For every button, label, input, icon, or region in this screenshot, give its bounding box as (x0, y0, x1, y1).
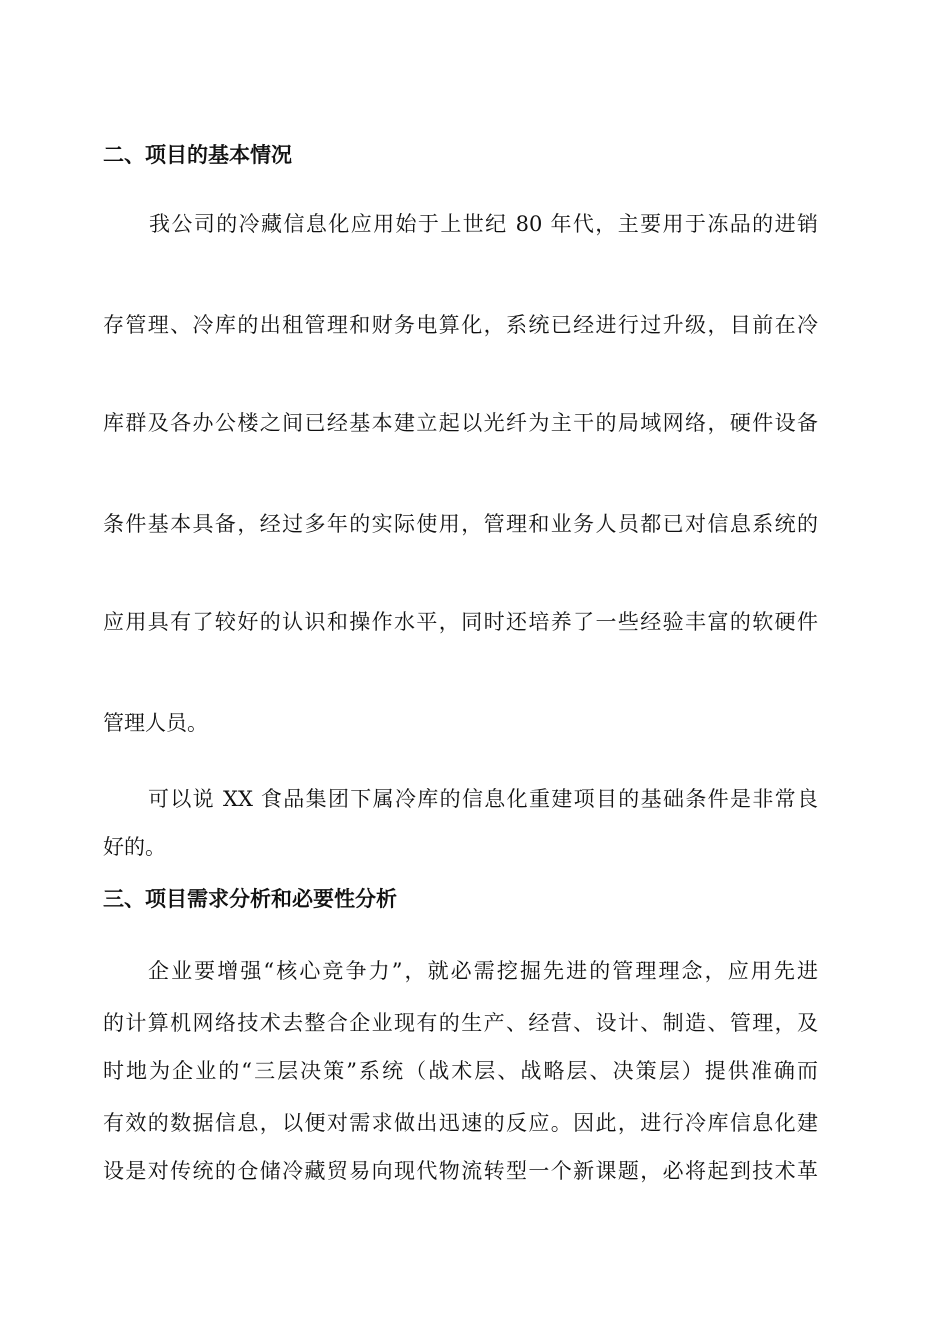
paragraph-line: 库群及各办公楼之间已经基本建立起以光纤为主干的局域网络，硬件设备 (103, 411, 818, 435)
paragraph-line: 存管理、冷库的出租管理和财务电算化，系统已经进行过升级，目前在冷 (103, 313, 818, 337)
paragraph-line: 条件基本具备，经过多年的实际使用，管理和业务人员都已对信息系统的 (103, 512, 818, 536)
section-heading-needs-analysis: 三、项目需求分析和必要性分析 (103, 887, 397, 911)
paragraph-line: 时地为企业的“三层决策”系统（战术层、战略层、决策层）提供准确而 (103, 1059, 818, 1083)
paragraph-line: 应用具有了较好的认识和操作水平，同时还培养了一些经验丰富的软硬件 (103, 610, 818, 634)
paragraph-line: 有效的数据信息，以便对需求做出迅速的反应。因此，进行冷库信息化建 (103, 1111, 818, 1135)
paragraph-line: 我公司的冷藏信息化应用始于上世纪 80 年代，主要用于冻品的进销 (149, 212, 818, 236)
paragraph-line: 管理人员。 (103, 711, 208, 735)
paragraph-line: 好的。 (103, 835, 166, 859)
section-heading-basic-situation: 二、项目的基本情况 (103, 143, 292, 167)
paragraph-line: 的计算机网络技术去整合企业现有的生产、经营、设计、制造、管理，及 (103, 1011, 818, 1035)
paragraph-line: 可以说 XX 食品集团下属冷库的信息化重建项目的基础条件是非常良 (148, 787, 818, 811)
paragraph-line: 设是对传统的仓储冷藏贸易向现代物流转型一个新课题，必将起到技术革 (103, 1159, 818, 1183)
paragraph-line: 企业要增强“核心竞争力”，就必需挖掘先进的管理理念，应用先进 (148, 959, 818, 983)
